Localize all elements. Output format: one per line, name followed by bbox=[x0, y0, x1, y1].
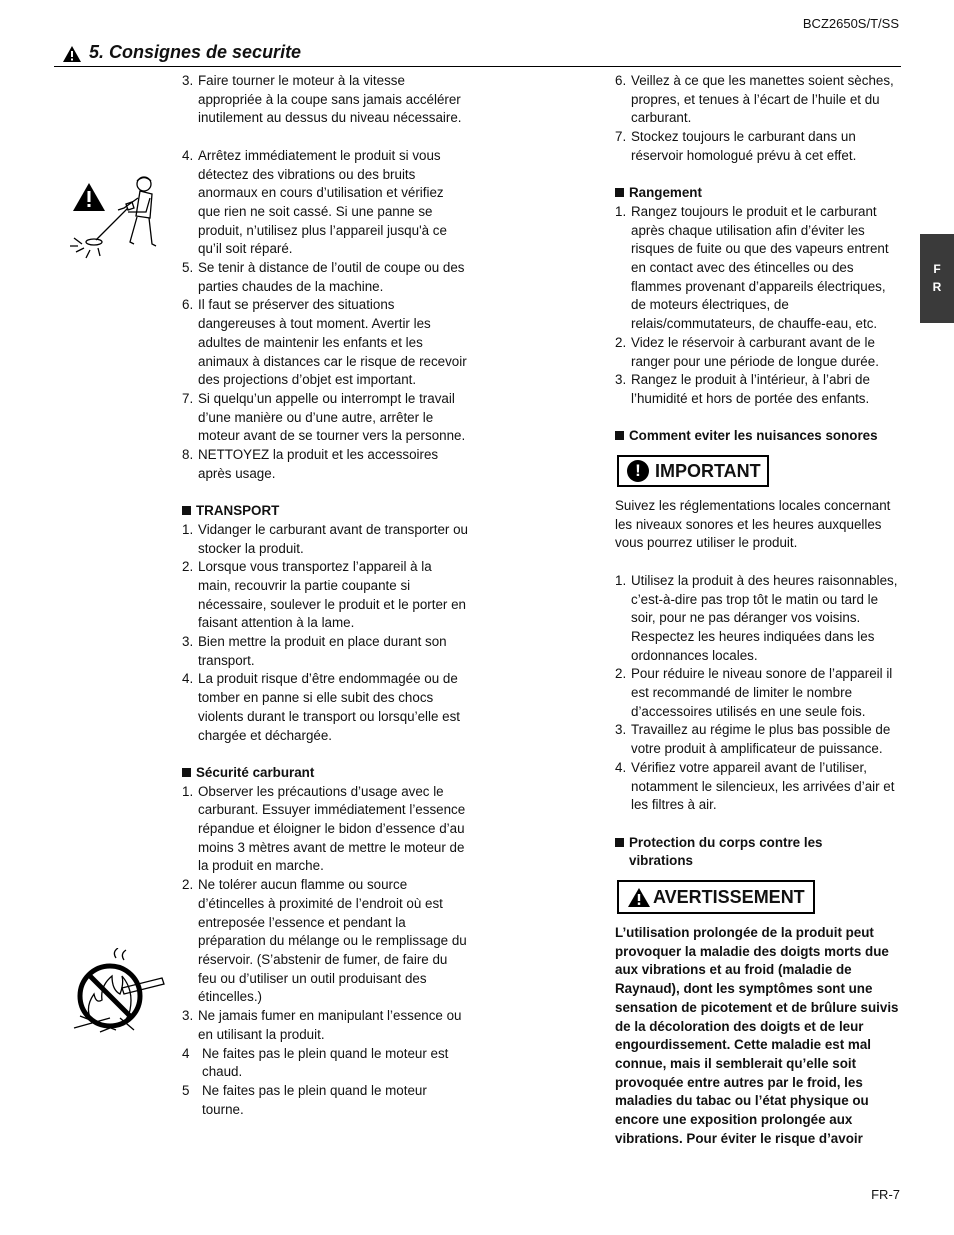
item-text: Il faut se préserver des situations dangereuses à tout moment. Avertir les adultes de maintenir les enfants et les animaux à distances car le risque de recevoir des projections d’objet est important. bbox=[198, 297, 467, 388]
list-item bbox=[615, 128, 902, 165]
item-number: 1. bbox=[615, 572, 627, 588]
left-column bbox=[182, 72, 468, 1119]
item-number: 2. bbox=[182, 559, 194, 575]
noise-intro-text: Suivez les réglementations locales concernant les niveaux sonores et les heures auxquelles vous pourrez utiliser le produit. bbox=[615, 498, 891, 551]
item-number: 1. bbox=[615, 203, 627, 219]
item-text: NETTOYEZ la produit et les accessoires après usage. bbox=[198, 447, 439, 481]
page-number: FR-7 bbox=[871, 1187, 900, 1202]
bullet-square-icon bbox=[615, 431, 624, 440]
bullet-square-icon bbox=[615, 188, 624, 197]
item-text: Rangez le produit à l’intérieur, à l’abri de l’humidité et hors de portée des enfants. bbox=[631, 372, 870, 406]
item-number: 3. bbox=[182, 73, 194, 88]
list-item bbox=[182, 72, 468, 128]
exclamation-circle-icon: ! bbox=[627, 460, 649, 482]
item-text: Pour réduire le niveau sonore de l’appareil il est recommandé de limiter le nombre d’accessoires utilisés en une seule fois. bbox=[631, 666, 893, 719]
item-number: 5. bbox=[182, 260, 194, 276]
no-fire-smoking-icon bbox=[70, 948, 166, 1034]
item-number: 3. bbox=[182, 1008, 194, 1024]
item-text: Stockez toujours le carburant dans un réservoir homologué prévu à cet effet. bbox=[631, 129, 857, 163]
bullet-square-icon bbox=[615, 838, 624, 847]
item-number: 5 bbox=[182, 1082, 190, 1098]
list-item bbox=[615, 759, 902, 815]
item-text: Videz le réservoir à carburant avant de le ranger pour une période de longue durée. bbox=[631, 334, 879, 369]
item-text: Ne tolérer aucun flamme ou source d’étincelles à proximité de l’endroit où est entreposée l’essence et pendant la préparation du mélange ou le remplissage du réservoir. (S’abstenir de fumer, de faire du feu ou d’utiliser un outil produisant des étincelles.) bbox=[198, 877, 467, 1005]
language-tab-letter: R bbox=[932, 280, 942, 294]
list-item bbox=[615, 72, 902, 128]
item-number: 3. bbox=[615, 722, 627, 738]
list-item bbox=[615, 721, 902, 758]
item-number: 4. bbox=[615, 759, 627, 775]
trimmer-operator-icon bbox=[66, 172, 166, 268]
bullet-square-icon bbox=[182, 506, 191, 515]
list-item bbox=[182, 446, 468, 483]
item-text: Ne jamais fumer en manipulant l’essence ou en utilisant la produit. bbox=[198, 1008, 462, 1042]
list-item bbox=[615, 665, 902, 721]
item-number: 7. bbox=[182, 390, 194, 406]
list-item bbox=[182, 521, 468, 558]
list-item bbox=[182, 783, 468, 877]
item-number: 3. bbox=[615, 372, 627, 388]
list-item bbox=[615, 334, 902, 371]
list-item bbox=[615, 203, 902, 334]
section-title: 5. Consignes de securite bbox=[89, 42, 302, 62]
bullet-square-icon bbox=[182, 768, 191, 777]
item-text: Ne faites pas le plein quand le moteur tourne. bbox=[202, 1082, 427, 1117]
item-number: 2. bbox=[615, 334, 627, 350]
item-number: 8. bbox=[182, 447, 194, 463]
item-text: Utilisez la produit à des heures raisonnables, c’est-à-dire pas trop tôt le matin ou tard le soir, pour ne pas déranger vos voisins. Respectez les heures indiquées dans les ordonnances locales. bbox=[631, 572, 898, 663]
item-number: 2. bbox=[615, 666, 627, 682]
list-item bbox=[182, 296, 468, 390]
item-text: Vérifiez votre appareil avant de l’utiliser, notamment le silencieux, les arrivées d’air et les filtres à air. bbox=[631, 759, 895, 813]
item-text: Bien mettre la produit en place durant son transport. bbox=[198, 634, 447, 668]
item-text: Se tenir à distance de l’outil de coupe ou des parties chaudes de la machine. bbox=[198, 260, 465, 294]
section-heading-fuel-safety: Sécurité carburant bbox=[182, 764, 468, 783]
item-number: 2. bbox=[182, 877, 194, 893]
right-column bbox=[615, 72, 902, 1149]
model-number: BCZ2650S/T/SS bbox=[802, 16, 899, 31]
item-number: 4. bbox=[182, 671, 194, 687]
list-item bbox=[182, 1045, 468, 1082]
list-item bbox=[182, 670, 468, 745]
warning-triangle-icon bbox=[62, 45, 82, 63]
item-number: 3. bbox=[182, 634, 194, 650]
language-tab-letter: F bbox=[933, 262, 941, 276]
section-heading-storage: Rangement bbox=[615, 184, 902, 203]
list-item bbox=[182, 1082, 468, 1119]
important-label: IMPORTANT bbox=[655, 461, 761, 482]
list-item bbox=[182, 633, 468, 670]
list-item bbox=[182, 390, 468, 446]
important-notice-box bbox=[617, 455, 769, 487]
language-tab bbox=[920, 234, 954, 323]
section-header bbox=[54, 42, 901, 67]
item-text: La produit risque d’être endommagée ou de tomber en panne si elle subit des chocs violents durant le transport ou lorsqu’elle est chargée et déchargée. bbox=[198, 671, 461, 743]
list-item bbox=[615, 371, 902, 408]
item-text: Travaillez au régime le plus bas possible de votre produit à amplificateur de puissance. bbox=[631, 722, 891, 757]
item-text: Faire tourner le moteur à la vitesse appropriée à la coupe sans jamais accélérer inutilement au dessus du niveau nécessaire. bbox=[198, 73, 462, 126]
warning-notice-box bbox=[617, 880, 815, 914]
list-item bbox=[182, 558, 468, 633]
item-text: Rangez toujours le produit et le carburant après chaque utilisation afin d’éviter les risques de fuite ou que des vapeurs entrent en contact avec des étincelles ou des flammes provenant d’appareils électriques, de moteurs électriques, de relais/commutateurs, de chauffe-eau, etc. bbox=[631, 203, 889, 332]
item-text: Arrêtez immédiatement le produit si vous détectez des vibrations ou des bruits anormaux en cours d’utilisation et vérifiez que rien ne soit cassé. Si une panne se produit, n’utilisez plus l’appareil jusqu'à ce qu’il soit réparé. bbox=[198, 147, 447, 257]
item-text: Vidanger le carburant avant de transporter ou stocker la produit. bbox=[198, 521, 468, 556]
section-heading-noise: Comment eviter les nuisances sonores bbox=[615, 427, 902, 446]
item-number: 6. bbox=[615, 73, 627, 88]
item-number: 1. bbox=[182, 783, 194, 799]
item-number: 1. bbox=[182, 521, 194, 537]
item-text: Lorsque vous transportez l’appareil à la main, recouvrir la partie coupante si nécessaire, soulever le produit et le porter en faisant attention à la lame. bbox=[198, 559, 466, 631]
item-text: Ne faites pas le plein quand le moteur est chaud. bbox=[202, 1045, 449, 1080]
avertissement-label: AVERTISSEMENT bbox=[653, 887, 805, 908]
section-heading-vibration: Protection du corps contre les vibrations bbox=[615, 834, 902, 871]
item-number: 4. bbox=[182, 147, 194, 163]
list-item bbox=[182, 876, 468, 1007]
list-item bbox=[182, 259, 468, 296]
section-heading-transport: TRANSPORT bbox=[182, 502, 468, 521]
item-number: 7. bbox=[615, 129, 627, 145]
vibration-warning-text: L’utilisation prolongée de la produit peut provoquer la maladie des doigts morts due aux vibrations et au froid (maladie de Raynaud), dont les symptômes sont une sensation de picotement et de brûlure suivis de la décoloration des doigts et de leur engourdissement. Cette maladie est mal connue, mais il semblerait qu’elle soit provoquée entre autres par le froid, les maladies du tabac ou l’état physique ou encore une exposition prolongée aux vibrations. Pour éviter le risque d’avoir bbox=[615, 925, 899, 1146]
list-item bbox=[182, 1007, 468, 1044]
list-item bbox=[182, 147, 468, 259]
item-text: Veillez à ce que les manettes soient sèches, propres, et tenues à l’écart de l’huile et du carburant. bbox=[631, 73, 894, 126]
warning-triangle-icon bbox=[627, 887, 651, 908]
item-text: Observer les précautions d’usage avec le carburant. Essuyer immédiatement l’essence répandue et éloigner le bidon d’essence d’au moins 3 mètres avant de mettre le moteur de la produit en marche. bbox=[198, 783, 466, 874]
item-number: 4 bbox=[182, 1045, 190, 1061]
list-item bbox=[615, 572, 902, 666]
item-number: 6. bbox=[182, 297, 194, 313]
item-text: Si quelqu’un appelle ou interrompt le travail d’une manière ou d’une autre, arrêter le moteur avant de se tourner vers la personne. bbox=[198, 390, 466, 444]
